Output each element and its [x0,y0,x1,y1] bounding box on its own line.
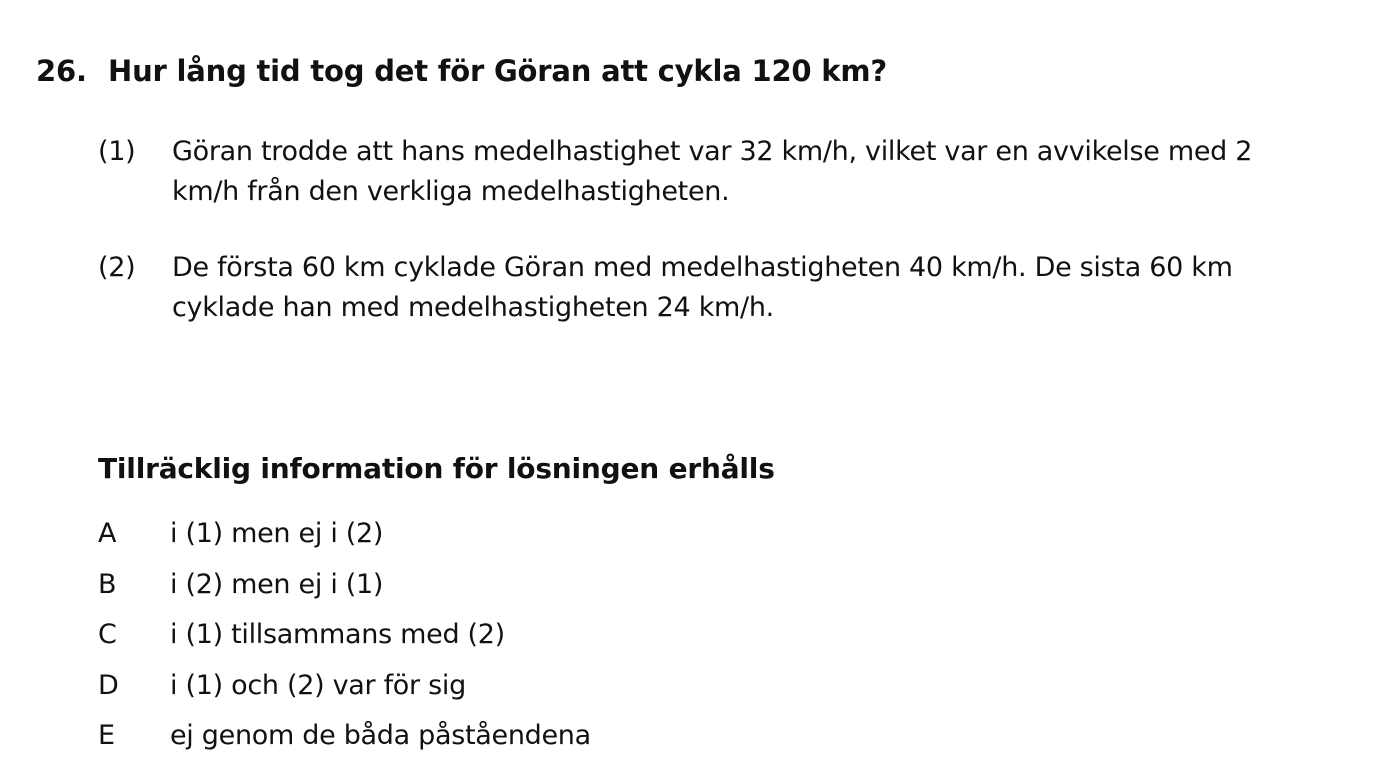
answer-options [98,514,798,767]
statement-text: De första 60 km cyklade Göran med medelhastigheten 40 km/h. De sista 60 km cyklade han med medelhastigheten 24 km/h. [172,252,1233,323]
question-heading [36,53,887,89]
option-letter: D [98,669,119,701]
answer-option-d [98,666,798,717]
statement-2 [98,248,1338,328]
option-text: ej genom de båda påståendena [170,720,591,751]
option-letter: E [98,720,115,751]
option-letter: A [98,518,117,549]
answer-option-c [98,615,798,666]
statement-text: Göran trodde att hans medelhastighet var 32 km/h, vilket var en avvikelse med 2 km/h från den verkliga medelhastigheten. [172,136,1253,207]
option-letter: B [98,568,117,600]
question-number: 26. [36,54,87,89]
answer-option-e [98,716,798,767]
statement-label: (1) [98,136,136,167]
question-text: Hur lång tid tog det för Göran att cykla 120 km? [108,54,888,89]
option-letter: C [98,619,117,650]
option-text: i (1) och (2) var för sig [170,669,466,701]
statement-label: (2) [98,252,136,283]
option-text: i (2) men ej i (1) [170,568,384,600]
answer-option-b [98,565,798,616]
option-text: i (1) men ej i (2) [170,518,384,549]
sufficiency-prompt: Tillräcklig information för lösningen erhålls [98,452,775,486]
option-text: i (1) tillsammans med (2) [170,619,505,650]
answer-option-a [98,514,798,565]
statement-1 [98,132,1338,212]
